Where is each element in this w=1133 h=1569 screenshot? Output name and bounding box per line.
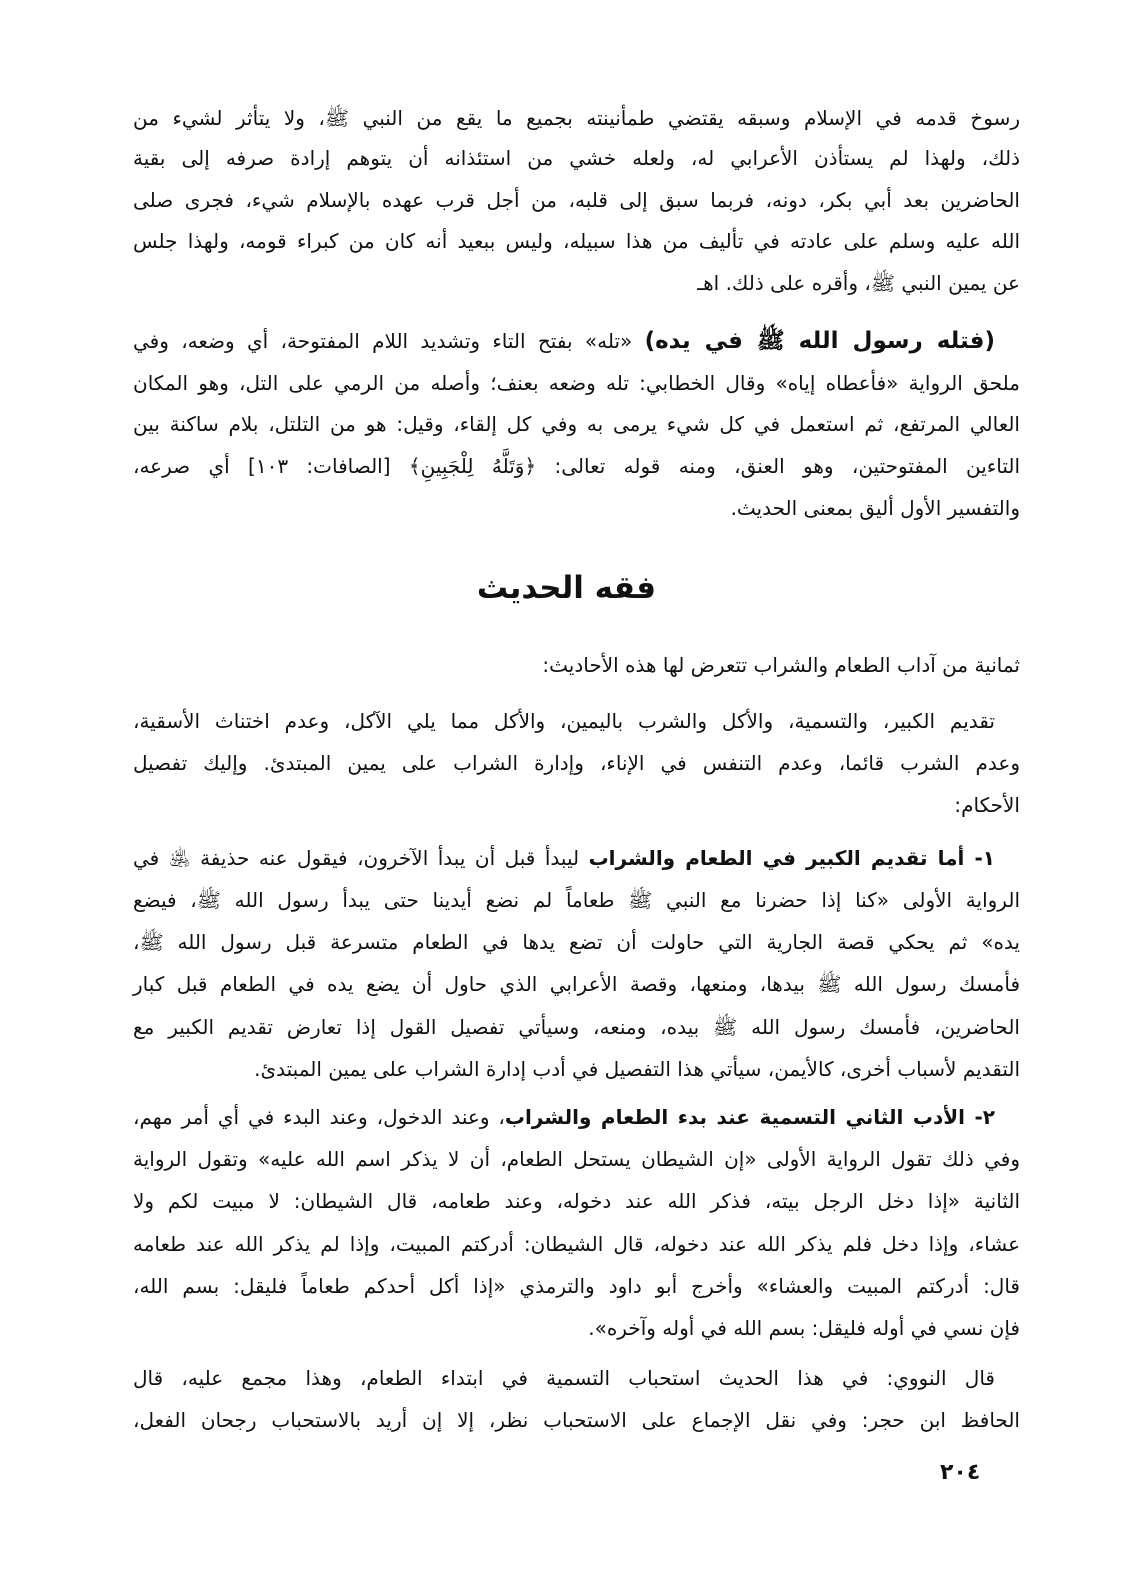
line-text: التقديم لأسباب أخرى، كالأيمن، سيأتي هذا التفصيل في أدب إدارة الشراب على يمين المبتدئ. xyxy=(254,1057,1020,1081)
bold-lead-phrase: ٢- الأدب الثاني التسمية عند بدء الطعام والشراب xyxy=(504,1105,995,1129)
line-text: عشاء، وإذا دخل فلم يذكر الله عند دخوله، قال الشيطان: أدركتم المبيت، وإذا لم يذكر الله عند طعامه xyxy=(133,1232,1020,1256)
text-line xyxy=(133,924,1020,960)
text-line xyxy=(133,1051,1020,1087)
text-line xyxy=(133,223,1020,259)
text-line xyxy=(133,882,1020,918)
line-text: ذلك، ولهذا لم يستأذن الأعرابي له، ولعله خشي من استئذانه أن يتوهم إرادة صرفه إلى بقية xyxy=(133,146,1020,170)
line-text: ، وعند الدخول، وعند البدء في أي أمر مهم، xyxy=(133,1105,505,1129)
text-line xyxy=(133,100,1020,136)
text-line xyxy=(133,703,995,739)
text-line xyxy=(133,265,1020,301)
line-text: ثمانية من آداب الطعام والشراب تتعرض لها هذه الأحاديث: xyxy=(542,653,1020,677)
text-line xyxy=(133,840,995,876)
line-text: وفي ذلك تقول الرواية الأولى «إن الشيطان يستحل الطعام، أن لا يذكر اسم الله عليه» وتقول الرواية xyxy=(133,1147,1020,1171)
line-text: الحاضرين، فأمسك رسول الله ﷺ بيده، ومنعه، وسيأتي تفصيل القول إذا تعارض تقديم الكبير مع xyxy=(133,1015,1020,1039)
line-text: الثانية «إذا دخل الرجل بيته، فذكر الله عند دخوله، وعند طعامه، قال الشيطان: لا مبيت لكم ولا xyxy=(133,1189,1020,1213)
text-line xyxy=(133,1226,1020,1262)
line-text: يده» ثم يحكي قصة الجارية التي حاولت أن تضع يدها في الطعام متسرعة قبل رسول الله ﷺ، xyxy=(133,930,1020,954)
line-text: الأحكام: xyxy=(954,793,1020,817)
text-line xyxy=(133,448,1020,484)
line-text: الحاضرين بعد أبي بكر، دونه، فربما سبق إلى قلبه، من أجل قرب عهده بالإسلام شيء، فجرى صلى xyxy=(133,188,1020,212)
text-line xyxy=(133,787,1020,823)
text-line xyxy=(133,490,1020,526)
text-line xyxy=(133,1360,995,1396)
text-line xyxy=(133,1099,995,1135)
text-line xyxy=(133,406,1020,442)
text-line xyxy=(133,745,1020,781)
line-text: فإن نسي في أوله فليقل: بسم الله في أوله وآخره». xyxy=(588,1316,1020,1340)
text-line xyxy=(133,1009,1020,1045)
line-text: الرواية الأولى «كنا إذا حضرنا مع النبي ﷺ طعاماً لم نضع أيدينا حتى يبدأ رسول الله ﷺ، فيضع xyxy=(133,888,1020,912)
line-text: والتفسير الأول أليق بمعنى الحديث. xyxy=(730,496,1020,520)
text-line xyxy=(133,182,1020,218)
page-number: ٢٠٤ xyxy=(940,1460,981,1485)
bold-lead-phrase: ١- أما تقديم الكبير في الطعام والشراب xyxy=(588,846,995,870)
line-text: تقديم الكبير، والتسمية، والأكل والشرب باليمين، والأكل مما يلي الآكل، وعدم اختناث الأسقية، xyxy=(133,709,995,733)
text-line xyxy=(133,647,1020,683)
text-line xyxy=(133,1183,1020,1219)
line-text: الله عليه وسلم على عادته في تأليف من هذا سبيله، وليس ببعيد أنه كان من كبراء قومه، ولهذا جلس xyxy=(133,229,1020,253)
line-text: العالي المرتفع، ثم استعمل في كل شيء يرمى به وفي كل إلقاء، وقيل: هو من التلتل، بلام ساكنة بين xyxy=(133,412,1020,436)
line-text: وعدم الشرب قائما، وعدم التنفس في الإناء، وإدارة الشراب على يمين المبتدئ. وإليك تفصيل xyxy=(133,751,1020,775)
text-line xyxy=(133,323,995,359)
bold-lead-phrase: (فتله رسول الله ﷺ في يده) xyxy=(644,328,995,354)
text-line xyxy=(133,1310,1020,1346)
text-line xyxy=(133,140,1020,176)
text-line xyxy=(133,1402,1020,1438)
line-text: عن يمين النبي ﷺ، وأقره على ذلك. اهـ xyxy=(697,271,1020,295)
line-text: «تله» بفتح التاء وتشديد اللام المفتوحة، أي وضعه، وفي xyxy=(133,329,645,353)
line-text: التاءين المفتوحتين، وهو العنق، ومنه قوله تعالى: ﴿وَتَلَّهُ لِلْجَبِينِ﴾ [الصافات: ١٠٣] أي صرعه، xyxy=(133,454,1020,478)
text-line xyxy=(133,1141,1020,1177)
line-text: الحافظ ابن حجر: وفي نقل الإجماع على الاستحباب نظر، إلا إن أريد بالاستحباب رجحان الفعل، xyxy=(133,1408,1020,1432)
line-text: ليبدأ قبل أن يبدأ الآخرون، فيقول عنه حذيفة ﵁ في xyxy=(133,846,589,870)
line-text: قال النووي: في هذا الحديث استحباب التسمية في ابتداء الطعام، وهذا مجمع عليه، قال xyxy=(133,1366,995,1390)
line-text: رسوخ قدمه في الإسلام وسبقه يقتضي طمأنينته بجميع ما يقع من النبي ﷺ، ولا يتأثر لشيء من xyxy=(133,106,1020,130)
section-heading: فقه الحديث xyxy=(476,570,657,606)
text-line xyxy=(133,966,1020,1002)
line-text: ملحق الرواية «فأعطاه إياه» وقال الخطابي: تله وضعه بعنف؛ وأصله من الرمي على التل، وهو المكان xyxy=(133,371,1020,395)
text-line xyxy=(133,365,1020,401)
line-text: فأمسك رسول الله ﷺ بيدها، ومنعها، وقصة الأعرابي الذي حاول أن يضع يده في الطعام قبل كبار xyxy=(133,972,1020,996)
text-line xyxy=(133,1268,1020,1304)
line-text: قال: أدركتم المبيت والعشاء» وأخرج أبو داود والترمذي «إذا أكل أحدكم طعاماً فليقل: بسم الله، xyxy=(133,1274,1020,1298)
